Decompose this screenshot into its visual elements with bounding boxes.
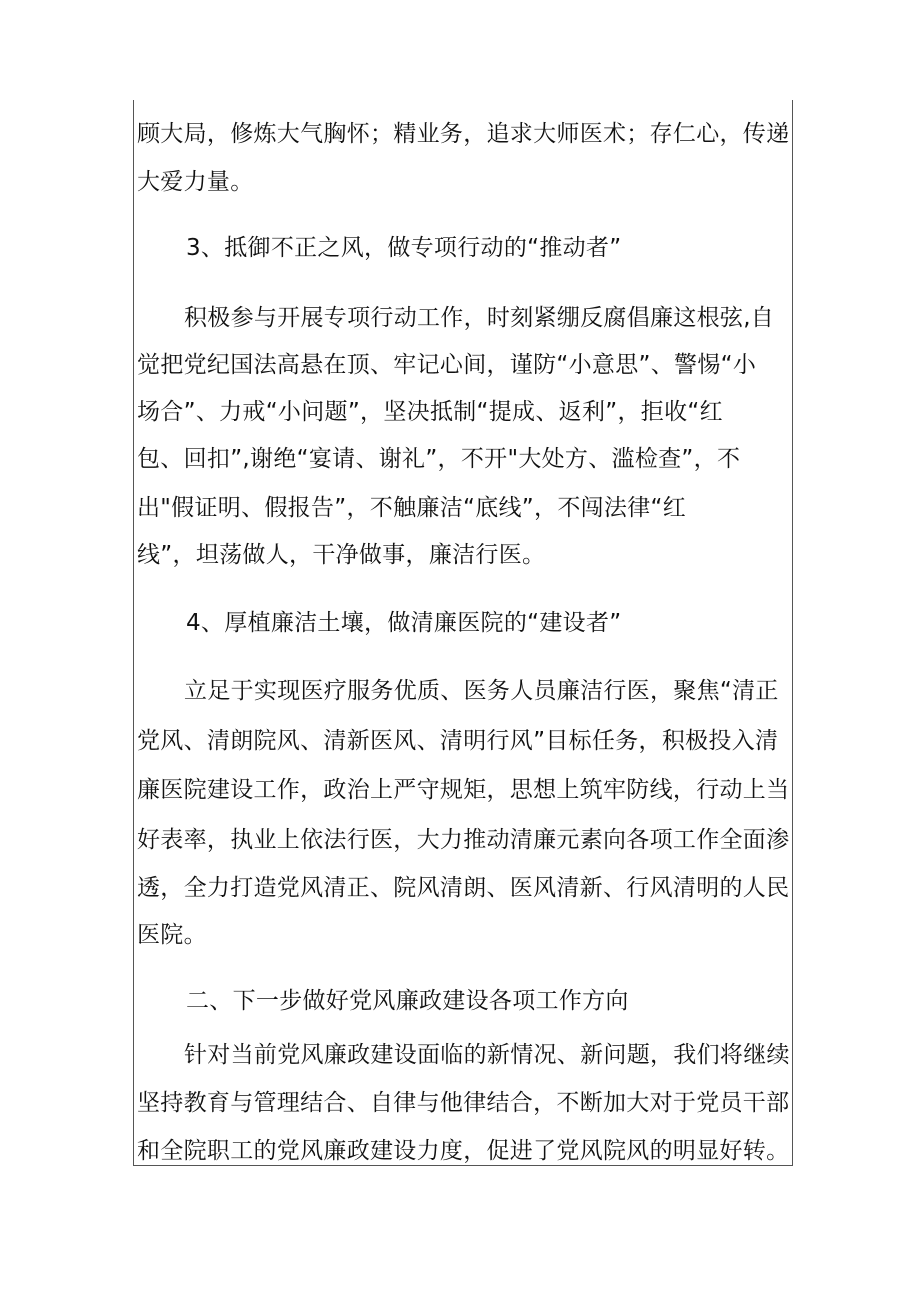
text-line: 廉医院建设工作，政治上严守规矩，思想上筑牢防线，行动上当	[137, 777, 790, 803]
text-line: 觉把党纪国法高悬在顶、牢记心间，谨防“小意思”、警惕“小	[137, 352, 757, 378]
text-line: 坚持教育与管理结合、自律与他律结合，不断加大对于党员干部	[137, 1090, 790, 1116]
text-line: 透，全力打造党风清正、院风清朗、医风清新、行风清明的人民	[137, 875, 790, 901]
text-line: 包、回扣”,谢绝“宴请、谢礼”，不开"大处方、滥检查”，不	[137, 446, 741, 472]
text-line: 场合”、力戒“小问题”，坚决抵制“提成、返利”，拒收“红	[137, 399, 723, 425]
text-line: 出"假证明、假报告”，不触廉洁“底线”，不闯法律“红	[137, 495, 687, 521]
text-line: 大爱力量。	[137, 169, 254, 195]
text-line: 立足于实现医疗服务优质、医务人员廉洁行医，聚焦“清正	[184, 678, 779, 704]
text-line: 好表率，执业上依法行医，大力推动清廉元素向各项工作全面渗	[137, 827, 790, 853]
text-line: 线”，坦荡做人，干净做事，廉洁行医。	[137, 542, 546, 568]
text-line: 顾大局，修炼大气胸怀；精业务，追求大师医术；存仁心，传递	[137, 121, 790, 147]
text-line: 和全院职工的党风廉政建设力度，促进了党风院风的明显好转。	[137, 1138, 790, 1164]
text-line: 积极参与开展专项行动工作，时刻紧绷反腐倡廉这根弦,自	[184, 305, 775, 331]
section-heading-3: 3、抵御不正之风，做专项行动的“推动者”	[186, 235, 622, 261]
section-heading-2: 二、下一步做好党风廉政建设各项工作方向	[186, 988, 629, 1014]
text-line: 医院。	[137, 922, 207, 948]
section-heading-4: 4、厚植廉洁土壤，做清廉医院的“建设者”	[186, 610, 622, 636]
text-line: 针对当前党风廉政建设面临的新情况、新问题，我们将继续	[184, 1042, 790, 1068]
text-line: 党风、清朗院风、清新医风、清明行风”目标任务，积极投入清	[137, 728, 779, 754]
